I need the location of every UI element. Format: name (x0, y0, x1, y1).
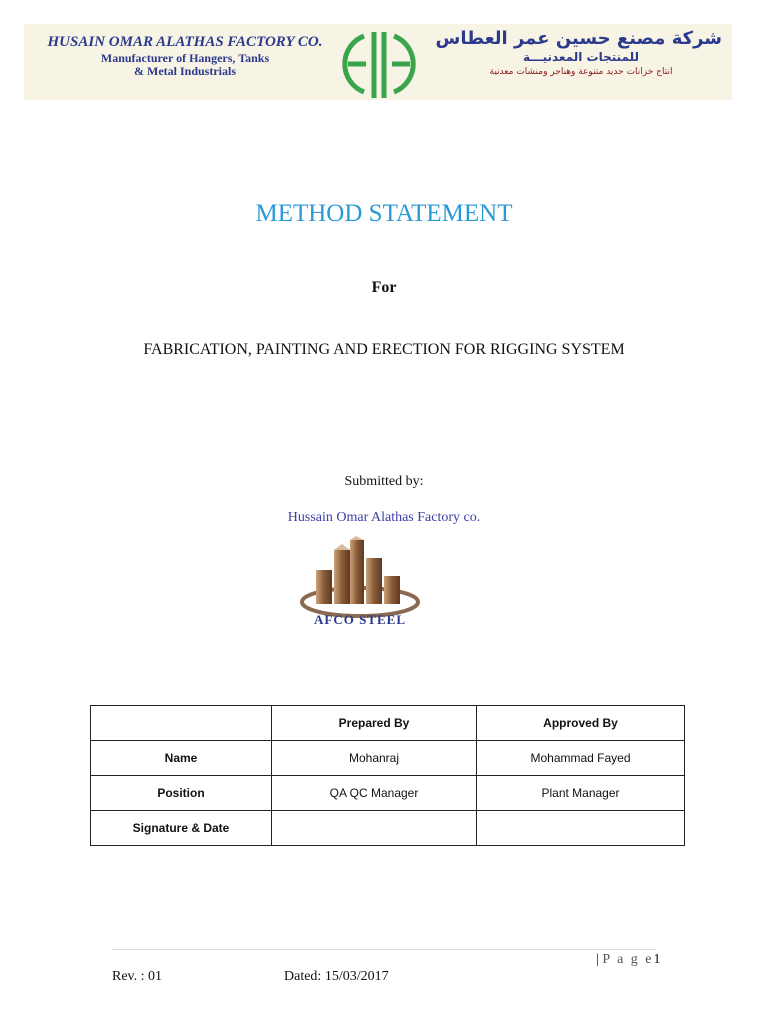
table-row (91, 776, 685, 811)
table-header-row (91, 706, 685, 741)
letterhead-company-en: HUSAIN OMAR ALATHAS FACTORY CO. (47, 34, 323, 50)
approved-by-name: Mohammad Fayed (477, 741, 685, 776)
table-row (91, 811, 685, 846)
row-label-name: Name (91, 741, 272, 776)
submitted-by-label: Submitted by: (344, 474, 424, 489)
header-cell-blank (91, 706, 272, 741)
approved-by-signature (477, 811, 685, 846)
page-word: P a g e (602, 952, 654, 967)
letterhead-company-ar: شركة مصنع حسين عمر العطاس (435, 28, 722, 49)
letterhead-tagline-ar: للمنتجات المعدنيـــة (523, 50, 639, 64)
signature-table (90, 705, 685, 846)
for-label: For (371, 279, 397, 296)
prepared-by-signature (272, 811, 477, 846)
footer-divider (112, 949, 656, 950)
submitting-company: Hussain Omar Alathas Factory co. (287, 510, 481, 525)
prepared-by-position: QA QC Manager (272, 776, 477, 811)
eia-logo-icon (328, 28, 430, 100)
dated-label: Dated: 15/03/2017 (284, 969, 389, 984)
approved-by-position: Plant Manager (477, 776, 685, 811)
letterhead-tagline-en-2: & Metal Industrials (134, 64, 236, 78)
page-prefix: | (596, 952, 603, 967)
header-cell-prepared-by: Prepared By (272, 706, 477, 741)
revision-label: Rev. : 01 (112, 969, 163, 984)
page-number (596, 952, 661, 968)
document-subject: FABRICATION, PAINTING AND ERECTION FOR RIGGING SYSTEM (143, 341, 625, 358)
header-cell-approved-by: Approved By (477, 706, 685, 741)
prepared-by-name: Mohanraj (272, 741, 477, 776)
letterhead-tagline-ar-2: انتاج خزانات حديد متنوعة وهناجر ومنشات معدنية (489, 67, 673, 77)
letterhead-tagline-en-1: Manufacturer of Hangers, Tanks (100, 51, 270, 65)
document-title: METHOD STATEMENT (255, 200, 513, 227)
row-label-signature-date: Signature & Date (91, 811, 272, 846)
afco-logo-text: AFCO STEEL (314, 612, 406, 627)
row-label-position: Position (91, 776, 272, 811)
page-number-value: 1 (653, 952, 661, 967)
table-row (91, 741, 685, 776)
